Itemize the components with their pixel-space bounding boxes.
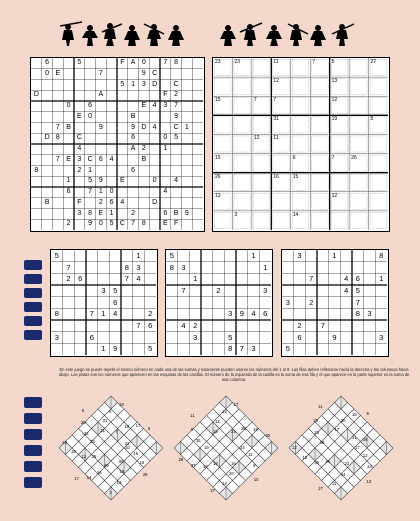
kakuro-clue: 28 — [142, 472, 148, 478]
samurai-cell[interactable]: 5 — [148, 344, 153, 354]
samurai-grid-right — [281, 249, 389, 357]
hex-sudoku-cell[interactable]: 6 — [45, 59, 50, 66]
hex-sudoku-cell[interactable]: 7 — [163, 59, 168, 66]
samurai-cell[interactable]: 4 — [344, 286, 349, 295]
samurai-cell[interactable]: 8 — [124, 262, 129, 272]
samurai-cell[interactable]: 2 — [216, 286, 221, 295]
kakuro-clue: 6 — [147, 426, 151, 432]
hex-sudoku-cell[interactable]: 6 — [131, 134, 136, 142]
hex-sudoku-cell[interactable]: 9 — [184, 209, 189, 217]
kakuro-clue: 12 — [302, 455, 308, 461]
hex-sudoku-cell[interactable]: 9 — [88, 220, 93, 228]
hex-sudoku-cell[interactable]: 4 — [163, 188, 168, 195]
samurai-cell[interactable]: 3 — [297, 251, 302, 260]
kakuro-clue: 19 — [119, 401, 124, 407]
hex-sudoku-cell[interactable]: D — [152, 80, 158, 88]
hex-sudoku-cell[interactable]: 2 — [141, 145, 146, 152]
samurai-cell[interactable]: 6 — [113, 297, 118, 307]
kakuro-clue: 11 — [318, 404, 323, 410]
kakuro-clue: 35 — [91, 454, 97, 460]
samurai-cell[interactable]: 6 — [78, 274, 83, 284]
hex-sudoku-cell[interactable]: 3 — [163, 102, 168, 109]
kakuro-clue: 17 — [135, 423, 141, 429]
samurai-cell[interactable]: 7 — [136, 321, 141, 330]
kakuro-clue: 24 — [240, 445, 245, 450]
hex-sudoku-cell[interactable]: 1 — [184, 123, 189, 131]
kakuro-clue: 13 — [116, 479, 122, 485]
hex-sudoku-cell[interactable]: 7 — [88, 188, 93, 195]
hex-sudoku-cell[interactable]: 3 — [77, 209, 82, 217]
hex-sudoku-cell[interactable]: 7 — [55, 155, 60, 163]
hex-sudoku-cell[interactable]: 4 — [174, 177, 179, 185]
kakuro-clue: 11 — [190, 413, 195, 419]
samurai-cell[interactable]: 1 — [136, 251, 141, 260]
killer-cage-sum: 13 — [331, 78, 338, 85]
killer-cage-sum: 23 — [234, 59, 240, 65]
samurai-cell[interactable]: 2 — [66, 274, 71, 284]
kakuro-clue: 17 — [355, 445, 360, 450]
samurai-cell[interactable]: 4 — [113, 309, 118, 319]
hex-sudoku-cell[interactable]: 4 — [120, 198, 125, 206]
samurai-cell[interactable]: 8 — [379, 251, 384, 260]
samurai-cell[interactable]: 2 — [193, 321, 198, 330]
hex-sudoku-cell[interactable]: 3 — [141, 80, 146, 88]
killer-cage-sum: 5 — [331, 59, 335, 65]
kakuro-clue: 19 — [253, 427, 258, 432]
hex-sudoku-cell[interactable]: 6 — [109, 198, 114, 206]
kakuro-clue: 27 — [210, 488, 216, 494]
hex-sudoku-cell[interactable]: B — [44, 198, 50, 206]
samurai-cell[interactable]: 3 — [285, 297, 290, 307]
hex-sudoku-cell[interactable]: 4 — [152, 123, 157, 131]
kakuro-clue: 3 — [109, 489, 112, 495]
hex-sudoku-cell[interactable]: F — [77, 198, 82, 206]
hex-sudoku-cell[interactable]: 0 — [109, 188, 114, 195]
kakuro-grid-a — [55, 392, 167, 504]
hex-sudoku-cell[interactable]: B — [173, 209, 179, 217]
samurai-cell[interactable]: 4 — [136, 274, 141, 284]
hex-sudoku-cell[interactable]: E — [120, 177, 125, 185]
killer-cage-sum: 16 — [273, 173, 279, 180]
hex-sudoku-cell[interactable]: A — [130, 145, 136, 152]
kakuro-clue: 27 — [318, 485, 323, 491]
killer-cage-sum: 6 — [292, 154, 296, 161]
hex-sudoku-cell[interactable]: E — [55, 69, 61, 77]
hex-sudoku-cell[interactable]: 0 — [141, 59, 146, 66]
kakuro-lines — [285, 392, 397, 504]
samurai-cell[interactable]: 6 — [297, 332, 302, 342]
samurai-cell[interactable]: 4 — [181, 321, 186, 330]
samurai-cell[interactable]: 3 — [367, 309, 372, 319]
kakuro-grid-c — [285, 392, 397, 504]
hex-sudoku-cell[interactable]: 8 — [174, 59, 179, 66]
hex-sudoku-cell[interactable]: E — [98, 209, 104, 217]
samurai-cell[interactable]: 6 — [355, 274, 360, 284]
samurai-cell[interactable]: 5 — [228, 332, 233, 342]
samurai-cell[interactable]: 3 — [193, 332, 198, 342]
kakuro-clue: 35 — [314, 459, 319, 465]
samurai-cell[interactable]: 3 — [379, 332, 384, 342]
kakuro-clue: 21 — [124, 441, 130, 447]
hex-sudoku-cell[interactable]: 1 — [109, 209, 114, 217]
hex-sudoku-cell[interactable]: 2 — [77, 166, 82, 174]
samurai-cell[interactable]: 3 — [263, 286, 268, 295]
samurai-grid-left — [50, 249, 158, 357]
samurai-cell[interactable]: 6 — [89, 332, 94, 342]
killer-cage-sum: 7 — [331, 154, 335, 161]
hex-sudoku-cell[interactable]: 1 — [66, 177, 71, 185]
hex-sudoku-cell[interactable]: 6 — [163, 209, 168, 217]
kakuro-clue: 26 — [362, 437, 368, 443]
kakuro-clue: 14 — [222, 409, 227, 414]
samurai-cell[interactable]: 1 — [101, 344, 106, 354]
kakuro-clue: 10 — [125, 445, 130, 450]
kakuro-clue: 15 — [139, 460, 145, 466]
hex-sudoku-cell[interactable]: F — [120, 59, 125, 66]
hex-sudoku-cell[interactable]: 2 — [131, 209, 136, 217]
hex-sudoku-cell[interactable]: 7 — [174, 102, 179, 109]
kakuro-clue: 30 — [340, 418, 346, 424]
samurai-cell[interactable]: 3 — [251, 344, 256, 354]
kakuro-clue: 17 — [233, 401, 239, 407]
samurai-cell[interactable]: 5 — [169, 251, 174, 260]
killer-cage-sum: 15 — [215, 97, 221, 104]
kakuro-clue: 9 — [253, 463, 256, 468]
kakuro-clue: 26 — [325, 458, 330, 464]
hex-sudoku-cell[interactable]: 9 — [141, 69, 146, 77]
kakuro-clue: 28 — [80, 420, 86, 426]
hex-sudoku-cell[interactable]: A — [130, 59, 136, 66]
kakuro-clue: 14 — [340, 471, 346, 477]
hex-sudoku-cell[interactable]: 2 — [98, 198, 103, 206]
killer-cage-sum: 7 — [253, 97, 257, 104]
hex-sudoku-cell[interactable]: E — [141, 102, 147, 109]
hex-sudoku-cell[interactable]: 5 — [120, 80, 125, 88]
ninja-silhouettes-right — [218, 20, 358, 48]
killer-cage-sum: 5 — [370, 116, 374, 123]
kakuro-clue: 19 — [204, 445, 209, 450]
kakuro-clue: 12 — [215, 418, 220, 424]
kakuro-clue: 18 — [319, 439, 325, 445]
hex-sudoku-cell[interactable]: C — [87, 155, 93, 163]
kakuro-clue: 15 — [119, 468, 125, 474]
samurai-cell[interactable]: 1 — [332, 251, 337, 260]
kakuro-clue: 13 — [366, 479, 372, 484]
samurai-cell[interactable]: 7 — [239, 344, 244, 354]
hex-sudoku-cell[interactable]: 5 — [88, 177, 93, 185]
hex-sudoku-cell[interactable]: B — [66, 123, 71, 131]
hex-sudoku-cell[interactable]: D — [44, 134, 50, 142]
hex-sudoku-cell[interactable]: E — [66, 155, 71, 163]
hex-sudoku-cell[interactable]: 8 — [88, 209, 93, 217]
samurai-cell[interactable]: 3 — [181, 262, 186, 272]
samurai-cell[interactable]: 7 — [320, 321, 325, 330]
hex-sudoku-cell[interactable]: 9 — [131, 123, 136, 131]
hex-sudoku-cell[interactable]: A — [98, 91, 104, 99]
hex-sudoku-cell[interactable]: 8 — [34, 166, 39, 174]
kakuro-clue: 14 — [222, 481, 227, 486]
hex-sudoku-cell[interactable]: F — [163, 91, 168, 99]
kakuro-clue: 17 — [74, 475, 79, 481]
hex-sudoku-cell[interactable]: 6 — [66, 188, 71, 195]
samurai-cell[interactable]: 2 — [309, 297, 314, 307]
kakuro-clue: 16 — [213, 429, 218, 435]
killer-cage-sum: 12 — [331, 192, 338, 199]
killer-cage-sum: 26 — [215, 173, 221, 180]
killer-cage-sum: 11 — [273, 59, 279, 65]
kakuro-clue: 21 — [352, 435, 357, 441]
samurai-cell[interactable]: 4 — [251, 309, 256, 319]
samurai-cell[interactable]: 1 — [379, 274, 384, 284]
hex-sudoku-cell[interactable]: 0 — [66, 102, 71, 109]
killer-cage-sum: 13 — [215, 192, 221, 199]
hex-sudoku-cell[interactable]: E — [163, 220, 168, 228]
kakuro-clue: 12 — [292, 445, 297, 450]
hex-sudoku-cell[interactable]: D — [141, 123, 147, 131]
hex-sudoku-cell[interactable]: D — [33, 91, 39, 99]
hex-sudoku-cell[interactable]: E — [77, 112, 82, 120]
hex-sudoku-cell[interactable]: B — [141, 155, 147, 163]
samurai-cell[interactable]: 5 — [285, 344, 290, 354]
kakuro-clue: 21 — [100, 428, 105, 434]
killer-cage-sum: 15 — [215, 154, 221, 161]
samurai-cell[interactable]: 9 — [113, 344, 118, 354]
samurai-cell[interactable]: 3 — [228, 309, 233, 319]
hex-sudoku-cell[interactable]: 0 — [98, 220, 103, 228]
killer-sudoku-grid — [212, 57, 390, 232]
kakuro-clue: 29 — [104, 462, 109, 468]
kakuro-grid-b — [170, 392, 282, 504]
samurai-cell[interactable]: 3 — [136, 262, 141, 272]
hex-sudoku-cell[interactable]: 7 — [55, 123, 60, 131]
samurai-cell[interactable]: 1 — [263, 262, 268, 272]
kakuro-clue: 11 — [248, 451, 253, 457]
ninja-figures-right — [218, 20, 358, 48]
kakuro-clue: 6 — [108, 409, 112, 415]
samurai-cell[interactable]: 2 — [148, 309, 153, 319]
samurai-cell[interactable]: 1 — [251, 251, 256, 260]
kakuro-clue: 24 — [367, 464, 372, 470]
kakuro-instructions: En este juego se puede repetir el mismo número en cada una de las sumas y solamente pueden usarse los números del 1 al 9. Las filas deben rellenarse hacia la derecha y las columnas hacia abajo. Las pistas son los números que aparecen en las esquinas de las casillas. El número de la izquierda de la casilla es la suma de esa fila y el que aparece en la parte superior es la suma de esa columna. — [58, 367, 410, 382]
kakuro-clue: 16 — [231, 460, 236, 466]
kakuro-clue: 9 — [366, 410, 369, 416]
samurai-cell[interactable]: 5 — [355, 286, 360, 295]
hex-sudoku-cell[interactable]: D — [152, 198, 158, 206]
kakuro-clue: 17 — [334, 427, 340, 433]
hex-sudoku-cell[interactable]: 6 — [98, 155, 103, 163]
hex-sudoku-cell[interactable]: 1 — [163, 145, 168, 152]
hex-sudoku-cell[interactable]: 0 — [152, 177, 157, 185]
hex-sudoku-cell[interactable]: 1 — [88, 166, 93, 174]
kakuro-clue: 6 — [81, 407, 85, 413]
samurai-cell[interactable]: 5 — [54, 251, 59, 260]
kakuro-clue: 35 — [195, 438, 201, 443]
samurai-cell[interactable]: 8 — [228, 344, 233, 354]
samurai-cell[interactable]: 7 — [89, 309, 94, 319]
kakuro-clue: 12 — [362, 452, 368, 458]
kakuro-clue: 28 — [241, 425, 246, 431]
kakuro-clue: 7 — [115, 429, 118, 435]
samurai-cell[interactable]: 2 — [297, 321, 302, 330]
samurai-cell[interactable]: 8 — [169, 262, 174, 272]
hex-sudoku-cell[interactable]: 9 — [98, 123, 103, 131]
kakuro-clue: 18 — [351, 412, 357, 418]
hex-sudoku-cell[interactable]: C — [119, 220, 125, 228]
kakuro-clue: 16 — [133, 450, 139, 456]
hex-sudoku-cell[interactable]: 0 — [88, 112, 93, 120]
kakuro-clue: 28 — [314, 430, 319, 436]
kakuro-clue: 10 — [124, 424, 130, 430]
killer-cage-sum: 11 — [273, 135, 279, 142]
hex-sudoku-cell[interactable]: 1 — [98, 188, 103, 195]
hex-sudoku-cell[interactable]: 0 — [163, 134, 168, 142]
hex-sudoku-cell[interactable]: 9 — [174, 112, 179, 120]
samurai-cell[interactable]: 6 — [263, 309, 268, 319]
kakuro-clue: 28 — [71, 448, 76, 454]
hex-sudoku-cell[interactable]: C — [152, 69, 158, 77]
hex-sudoku-cell[interactable]: F — [173, 220, 179, 228]
kakuro-clue: 29 — [178, 456, 184, 462]
hex-sudoku-cell[interactable]: 0 — [45, 69, 50, 77]
grid-lines — [213, 58, 388, 230]
samurai-grid-middle — [165, 249, 273, 357]
killer-cage-sum: 15 — [292, 173, 299, 180]
ninja-silhouettes — [60, 20, 190, 48]
kakuro-clue: 14 — [86, 474, 92, 480]
killer-cage-sum: 7 — [312, 59, 315, 65]
killer-cage-sum: 26 — [351, 154, 357, 161]
samurai-cell[interactable]: 7 — [355, 297, 360, 307]
kakuro-clue: 21 — [231, 429, 236, 435]
hex-sudoku-cell[interactable]: C — [173, 80, 179, 88]
kakuro-figures-icon — [20, 395, 46, 500]
hex-sudoku-cell[interactable]: 7 — [98, 69, 103, 77]
hex-sudoku-cell[interactable]: 2 — [174, 91, 179, 99]
hex-sudoku-cell[interactable]: 2 — [66, 220, 71, 228]
kakuro-clue: 30 — [265, 433, 271, 439]
killer-cage-sum: 12 — [273, 78, 279, 85]
kakuro-clue: 11 — [331, 480, 337, 486]
kakuro-clue: 23 — [62, 440, 67, 446]
hex-sudoku-cell[interactable]: 1 — [131, 80, 136, 88]
side-banner-kakuro — [20, 395, 46, 500]
samurai-cell[interactable]: 1 — [193, 274, 198, 284]
hex-sudoku-cell[interactable]: 9 — [98, 177, 103, 185]
killer-cage-sum: 27 — [370, 59, 377, 65]
hex-sudoku-cell[interactable]: 5 — [77, 59, 82, 66]
samurai-cell[interactable]: 7 — [66, 262, 71, 272]
samurai-cell[interactable]: 8 — [54, 309, 59, 319]
samurai-cell[interactable]: 8 — [355, 309, 360, 319]
killer-cage-sum: 12 — [331, 97, 338, 104]
samurai-cell[interactable]: 1 — [101, 309, 106, 319]
samurai-cell[interactable]: 5 — [113, 286, 118, 295]
kakuro-clue: 31 — [102, 418, 108, 424]
killer-cage-sum: 12 — [253, 135, 260, 142]
kakuro-clue: 18 — [213, 460, 218, 466]
killer-cage-sum: 23 — [215, 59, 221, 65]
hex-sudoku-cell[interactable]: 8 — [55, 134, 60, 142]
hex-sudoku-cell[interactable]: 4 — [77, 145, 82, 152]
kakuro-clue: 30 — [118, 458, 124, 464]
samurai-cell[interactable]: 9 — [332, 332, 337, 342]
samurai-cell[interactable]: 3 — [54, 332, 59, 342]
kakuro-clue: 9 — [190, 427, 194, 432]
hex-sudoku-cell[interactable]: 4 — [152, 102, 157, 109]
kakuro-clue: 16 — [97, 470, 102, 476]
samurai-cell[interactable]: 3 — [101, 286, 106, 295]
samurai-cell[interactable]: 7 — [124, 274, 129, 284]
kakuro-clue: 12 — [202, 464, 208, 470]
hex-sudoku-cell[interactable]: B — [130, 112, 136, 120]
hex-sudoku-cell[interactable]: 4 — [109, 155, 114, 163]
kakuro-clue: 20 — [313, 417, 319, 423]
hex-sudoku-cell[interactable]: 6 — [88, 102, 93, 109]
side-banner-samurai — [20, 258, 46, 348]
samurai-cell[interactable]: 7 — [309, 274, 314, 284]
samurai-cell[interactable]: 7 — [181, 286, 186, 295]
killer-cage-sum: 7 — [273, 97, 277, 104]
killer-cage-sum: 3 — [234, 211, 238, 218]
killer-cage-sum: 19 — [331, 116, 338, 123]
kakuro-clue: 20 — [228, 471, 234, 477]
kakuro-clue: 23 — [344, 461, 350, 467]
killer-cage-sum: 14 — [292, 211, 299, 218]
hex-sudoku-cell[interactable]: 3 — [77, 155, 82, 163]
samurai-cell[interactable]: 6 — [148, 321, 153, 330]
hex-sudoku-cell[interactable]: 5 — [174, 134, 179, 142]
ninja-figures-left — [60, 20, 190, 48]
kakuro-clue: 23 — [89, 439, 95, 445]
killer-cage-sum: 31 — [273, 116, 279, 123]
kakuro-clue: 10 — [253, 476, 259, 482]
samurai-cell[interactable]: 4 — [344, 274, 349, 284]
hex-sudoku-cell[interactable]: 5 — [109, 220, 114, 228]
kakuro-clue: 37 — [190, 463, 196, 468]
kakuro-clue: 22 — [83, 431, 89, 437]
samurai-figures-icon — [20, 258, 46, 348]
hex-sudoku-cell[interactable]: 6 — [131, 166, 136, 174]
hex-sudoku-grid — [30, 57, 205, 232]
samurai-cell[interactable]: 9 — [239, 309, 244, 319]
hex-sudoku-cell[interactable]: C — [76, 134, 82, 142]
hex-sudoku-cell[interactable]: 7 — [131, 220, 136, 228]
hex-sudoku-cell[interactable]: C — [173, 123, 179, 131]
hex-sudoku-cell[interactable]: 8 — [141, 220, 146, 228]
kakuro-clue: 12 — [81, 453, 87, 459]
